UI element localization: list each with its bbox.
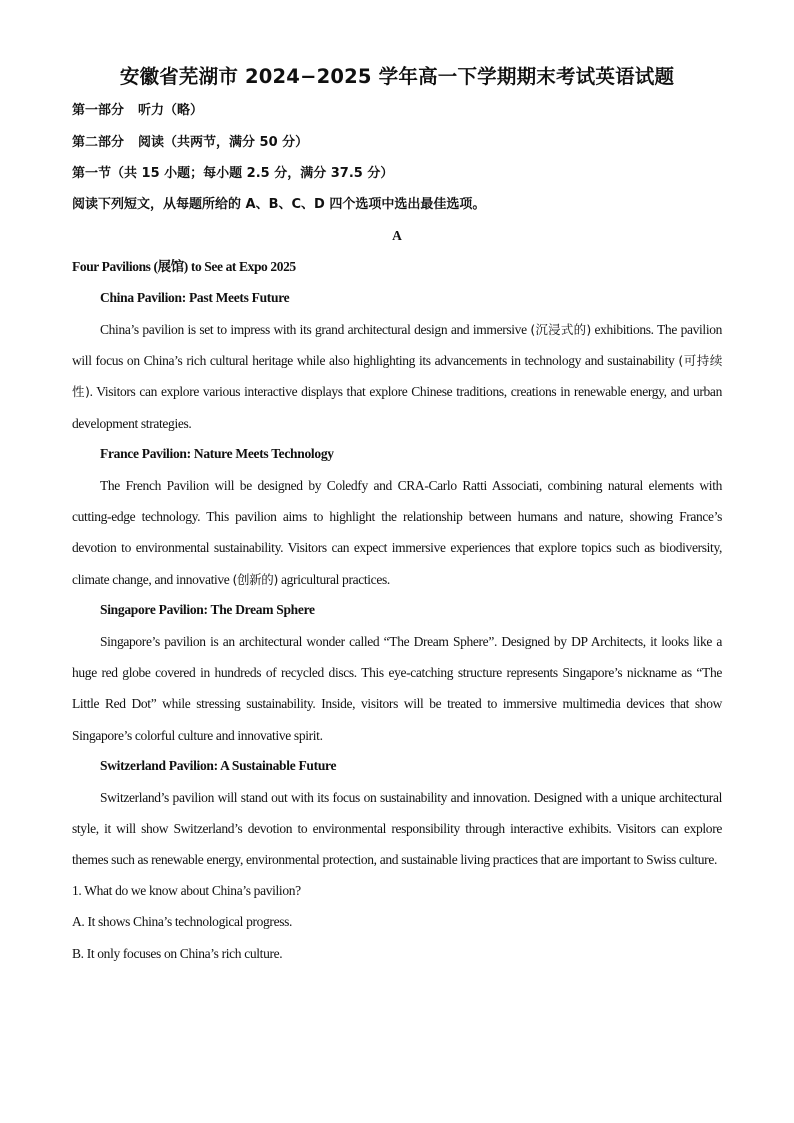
singapore-pavilion-paragraph: Singapore’s pavilion is an architectural wonder called “The Dream Sphere”. Designed by DP Architects, it looks like a huge red globe covered in hundreds of recycled discs. This eye-catching structure represents Singapore’s nickname as “The Little Red Dot” while stressing sustainability. Inside, visitors will be treated to immersive multimedia devices that show Singapore’s colorful culture and innovative spirit. [72,634,722,743]
reading-instruction: 阅读下列短文，从每题所给的 A、B、C、D 四个选项中选出最佳选项。 [72,196,486,212]
exam-page [72,64,722,977]
france-gloss-innovative: (创新的) [232,571,278,587]
section-listening-text: 听力（略） [138,103,204,119]
section-listening [72,103,722,119]
section-listening-label: 第一部分 [72,103,125,119]
singapore-pavilion-heading: Singapore Pavilion: The Dream Sphere [100,602,315,618]
switzerland-pavilion-paragraph: Switzerland’s pavilion will stand out with its focus on sustainability and innovation. Designed with a unique architectural style, it will show Switzerland’s devotion to environmental responsibility through interactive exhibits. Visitors can explore themes such as renewable energy, environmental protection, and sustainable living practices that are important to Swiss culture. [72,790,722,868]
china-pavilion-heading: China Pavilion: Past Meets Future [100,290,290,306]
france-pavilion-heading: France Pavilion: Nature Meets Technology [100,446,334,462]
question-1-option-a: A. It shows China’s technological progress. [72,914,293,930]
france-text-1: The French Pavilion will be designed by Coledfy and CRA-Carlo Ratti Associati, combining natural elements with cutting-edge technology. This pavilion aims to highlight the relationship between humans and nature, showing France’s devotion to environmental sustainability. Visitors can expect immersive experiences that explore topics such as biodiversity, climate change, and innovative [72,478,722,587]
china-gloss-sustainability: (可持续性) [72,353,722,400]
china-text-2: exhibitions. The pavilion will focus on China’s rich cultural heritage while also highlighting its advancements in technology and sustainability [72,322,723,369]
china-text-3: . Visitors can explore various interactive displays that explore Chinese traditions, creations in renewable energy, and urban development strategies. [72,384,722,431]
china-text-1: China’s pavilion is set to impress with its grand architectural design and immersive [100,322,531,338]
china-pavilion-paragraph [72,314,722,439]
question-1-option-b: B. It only focuses on China’s rich culture. [72,945,283,961]
exam-title: 安徽省芜湖市 2024−2025 学年高一下学期期末考试英语试题 [119,65,675,88]
question-1-stem: 1. What do we know about China’s pavilion? [72,883,301,899]
france-text-2: agricultural practices. [277,571,390,587]
switzerland-pavilion-heading: Switzerland Pavilion: A Sustainable Future [100,758,337,774]
section-reading [72,135,722,151]
part-one-heading: 第一节（共 15 小题；每小题 2.5 分，满分 37.5 分） [72,165,394,181]
france-pavilion-paragraph [72,470,722,595]
china-gloss-immersive: (沉浸式的) [530,322,591,338]
article-title: Four Pavilions (展馆) to See at Expo 2025 [72,259,296,275]
passage-label: A [392,228,402,244]
section-reading-label: 第二部分 [72,134,125,150]
section-reading-text: 阅读（共两节，满分 50 分） [138,134,309,150]
